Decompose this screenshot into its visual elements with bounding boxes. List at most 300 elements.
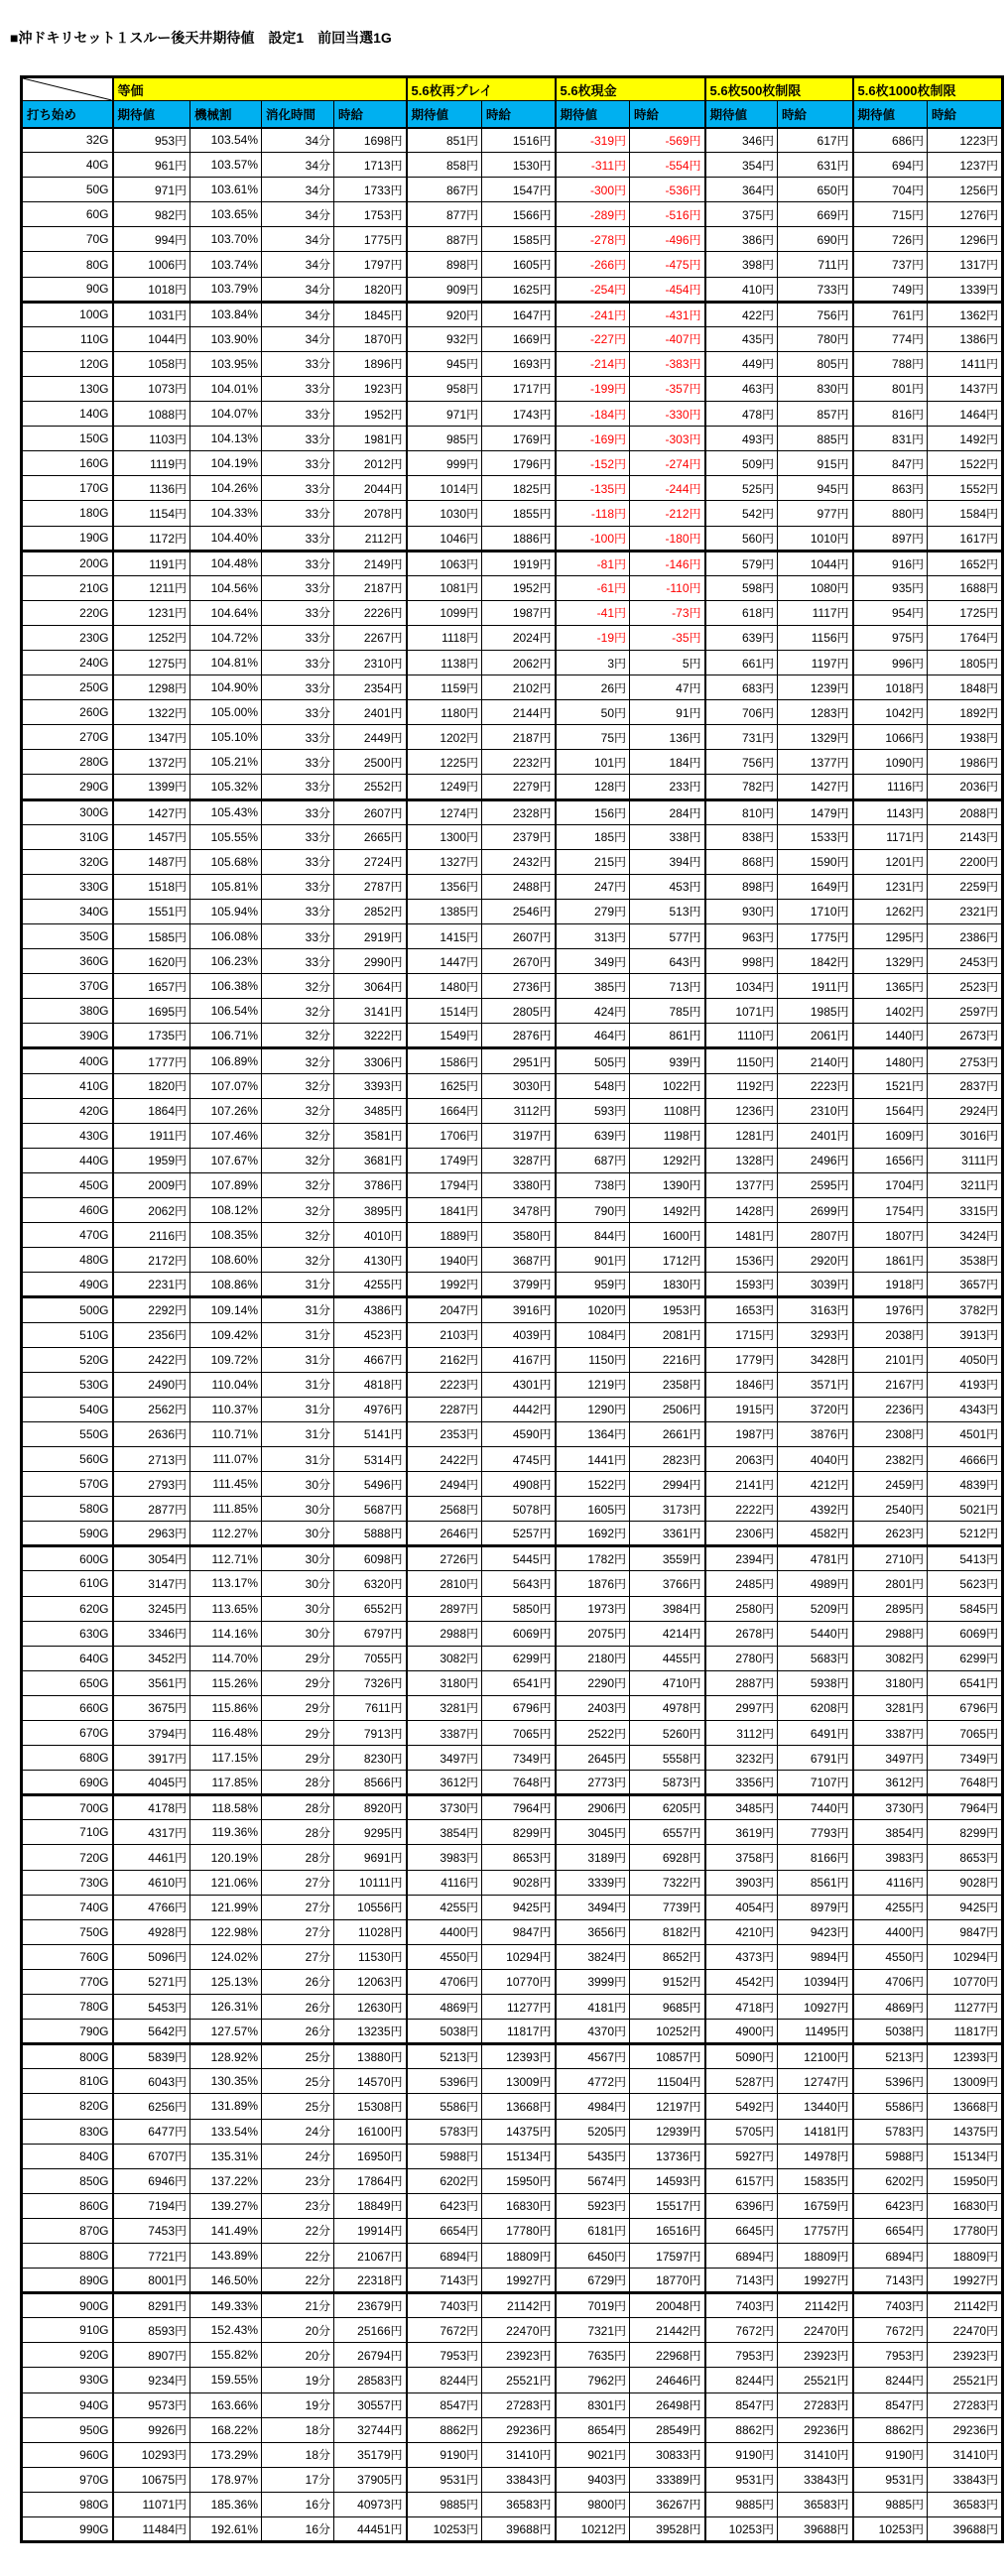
value-cell: 28分 (262, 1845, 334, 1870)
value-cell: 2807円 (778, 1223, 853, 1248)
value-cell: 2062円 (482, 650, 556, 675)
column-header-kikaiwari: 機械割 (190, 101, 262, 128)
value-cell: 2101円 (853, 1347, 928, 1372)
value-cell: 2259円 (928, 874, 1003, 899)
value-cell: 2496円 (778, 1148, 853, 1172)
value-cell: 3141円 (334, 999, 407, 1024)
g-cell: 670G (22, 1721, 113, 1746)
value-cell: 16分 (262, 2517, 334, 2542)
table-row (22, 625, 1003, 650)
value-cell: 868円 (705, 849, 778, 874)
value-cell: 10857円 (630, 2044, 705, 2069)
value-cell: 6157円 (705, 2168, 778, 2193)
value-cell: 2279円 (482, 775, 556, 799)
value-cell: 858円 (407, 153, 482, 178)
value-cell: 21分 (262, 2293, 334, 2318)
value-cell: 16100円 (334, 2119, 407, 2144)
value-cell: 16759円 (778, 2193, 853, 2218)
value-cell: 9190円 (705, 2442, 778, 2467)
value-cell: 6557円 (630, 1820, 705, 1845)
value-cell: 3559円 (630, 1546, 705, 1571)
value-cell: 8230円 (334, 1746, 407, 1771)
value-cell: -357円 (630, 376, 705, 401)
value-cell: 2988円 (407, 1621, 482, 1646)
value-cell: 3082円 (853, 1646, 928, 1670)
value-cell: 1600円 (630, 1223, 705, 1248)
value-cell: 2009円 (113, 1172, 190, 1197)
value-cell: 31分 (262, 1421, 334, 1446)
value-cell: 1919円 (482, 551, 556, 575)
value-cell: 5783円 (853, 2119, 928, 2144)
value-cell: 9152円 (630, 1969, 705, 1994)
value-cell: 780円 (778, 326, 853, 351)
value-cell: 1521円 (853, 1073, 928, 1098)
value-cell: 6208円 (778, 1695, 853, 1720)
value-cell: 7321円 (556, 2318, 630, 2343)
value-cell: 11504円 (630, 2069, 705, 2094)
value-cell: 5683円 (778, 1646, 853, 1670)
value-cell: 17864円 (334, 2168, 407, 2193)
table-row (22, 949, 1003, 974)
table-row (22, 924, 1003, 949)
value-cell: 2920円 (778, 1248, 853, 1273)
value-cell: 2453円 (928, 949, 1003, 974)
value-cell: 29分 (262, 1646, 334, 1670)
value-cell: 1298円 (113, 675, 190, 700)
value-cell: 801円 (853, 376, 928, 401)
value-cell: 173.29% (190, 2442, 262, 2467)
value-cell: 136円 (630, 725, 705, 750)
value-cell: 2310円 (778, 1098, 853, 1123)
value-cell: 2787円 (334, 874, 407, 899)
value-cell: 30分 (262, 1497, 334, 1522)
value-cell: 1585円 (482, 227, 556, 252)
g-cell: 980G (22, 2492, 113, 2516)
value-cell: 4523円 (334, 1322, 407, 1347)
value-cell: 29分 (262, 1746, 334, 1771)
value-cell: 32分 (262, 1123, 334, 1148)
g-cell: 570G (22, 1472, 113, 1497)
value-cell: 805円 (778, 351, 853, 376)
value-cell: 4781円 (778, 1546, 853, 1571)
value-cell: 103.84% (190, 302, 262, 326)
value-cell: 9295円 (334, 1820, 407, 1845)
value-cell: 464円 (556, 1024, 630, 1048)
value-cell: 953円 (113, 128, 190, 153)
value-cell: 6202円 (407, 2168, 482, 2193)
value-cell: 3039円 (778, 1273, 853, 1297)
value-cell: 1653円 (705, 1297, 778, 1322)
value-cell: 5927円 (705, 2144, 778, 2168)
value-cell: 2852円 (334, 899, 407, 923)
value-cell: 7403円 (407, 2293, 482, 2318)
value-cell: 1487円 (113, 849, 190, 874)
value-cell: 11071円 (113, 2492, 190, 2516)
value-cell: 5213円 (853, 2044, 928, 2069)
value-cell: 7143円 (407, 2269, 482, 2293)
value-cell: 2382円 (853, 1446, 928, 1471)
value-cell: 3452円 (113, 1646, 190, 1670)
value-cell: 8001円 (113, 2269, 190, 2293)
value-cell: 184円 (630, 750, 705, 775)
table-row (22, 1372, 1003, 1397)
value-cell: 410円 (705, 277, 778, 302)
value-cell: 9847円 (482, 1919, 556, 1944)
value-cell: 24646円 (630, 2368, 705, 2392)
group-header-1000limit: 5.6枚1000枚制限 (853, 77, 1003, 101)
value-cell: 885円 (778, 427, 853, 451)
value-cell: 2310円 (334, 650, 407, 675)
value-cell: 1918円 (853, 1273, 928, 1297)
value-cell: 2354円 (334, 675, 407, 700)
value-cell: 5586円 (407, 2094, 482, 2119)
value-cell: 2597円 (928, 999, 1003, 1024)
value-cell: 10770円 (482, 1969, 556, 1994)
value-cell: 1088円 (113, 402, 190, 427)
value-cell: 598円 (705, 575, 778, 600)
value-cell: 939円 (630, 1048, 705, 1073)
value-cell: 2607円 (482, 924, 556, 949)
value-cell: 7611円 (334, 1695, 407, 1720)
value-cell: 22318円 (334, 2269, 407, 2293)
value-cell: 9234円 (113, 2368, 190, 2392)
value-cell: 25分 (262, 2044, 334, 2069)
value-cell: 9573円 (113, 2392, 190, 2417)
value-cell: 128円 (556, 775, 630, 799)
value-cell: 33分 (262, 799, 334, 824)
value-cell: 844円 (556, 1223, 630, 1248)
value-cell: 2287円 (407, 1397, 482, 1421)
value-cell: 6477円 (113, 2119, 190, 2144)
value-cell: -184円 (556, 402, 630, 427)
value-cell: 30分 (262, 1596, 334, 1621)
value-cell: 2699円 (778, 1198, 853, 1223)
value-cell: 1296円 (928, 227, 1003, 252)
value-cell: 1081円 (407, 575, 482, 600)
value-cell: 21142円 (482, 2293, 556, 2318)
value-cell: 4839円 (928, 1472, 1003, 1497)
value-cell: 4343円 (928, 1397, 1003, 1421)
value-cell: 2710円 (853, 1546, 928, 1571)
value-cell: 706円 (705, 700, 778, 725)
table-row (22, 2193, 1003, 2218)
value-cell: 17780円 (482, 2218, 556, 2243)
value-cell: 643円 (630, 949, 705, 974)
value-cell: -266円 (556, 252, 630, 277)
g-cell: 140G (22, 402, 113, 427)
value-cell: 2394円 (705, 1546, 778, 1571)
value-cell: 1290円 (556, 1397, 630, 1421)
corner-cell (22, 77, 113, 101)
value-cell: 999円 (407, 451, 482, 476)
value-cell: 3064円 (334, 974, 407, 999)
value-cell: -475円 (630, 252, 705, 277)
value-cell: 2876円 (482, 1024, 556, 1048)
value-cell: 15950円 (482, 2168, 556, 2193)
column-header-row (22, 101, 1003, 128)
value-cell: 1735円 (113, 1024, 190, 1048)
value-cell: 2223円 (407, 1372, 482, 1397)
value-cell: 8862円 (853, 2417, 928, 2442)
value-cell: 27分 (262, 1919, 334, 1944)
value-cell: 33分 (262, 551, 334, 575)
value-cell: 505円 (556, 1048, 630, 1073)
value-cell: 27283円 (482, 2392, 556, 2417)
table-row (22, 2392, 1003, 2417)
value-cell: 2290円 (556, 1670, 630, 1695)
value-cell: 2951円 (482, 1048, 556, 1073)
g-cell: 540G (22, 1397, 113, 1421)
value-cell: 32分 (262, 1248, 334, 1273)
value-cell: 738円 (556, 1172, 630, 1197)
value-cell: 3571円 (778, 1372, 853, 1397)
value-cell: 1841円 (407, 1198, 482, 1223)
value-cell: 830円 (778, 376, 853, 401)
value-cell: 34分 (262, 227, 334, 252)
ev-table (20, 75, 1004, 2543)
value-cell: 1876円 (556, 1571, 630, 1596)
value-cell: 1281円 (705, 1123, 778, 1148)
value-cell: 6654円 (407, 2218, 482, 2243)
value-cell: 233円 (630, 775, 705, 799)
g-cell: 800G (22, 2044, 113, 2069)
value-cell: -274円 (630, 451, 705, 476)
value-cell: 7065円 (482, 1721, 556, 1746)
value-cell: 785円 (630, 999, 705, 1024)
value-cell: 3112円 (482, 1098, 556, 1123)
value-cell: 4212円 (778, 1472, 853, 1497)
g-cell: 610G (22, 1571, 113, 1596)
g-cell: 380G (22, 999, 113, 1024)
value-cell: 47円 (630, 675, 705, 700)
value-cell: 28549円 (630, 2417, 705, 2442)
value-cell: 1861円 (853, 1248, 928, 1273)
table-row (22, 1148, 1003, 1172)
value-cell: 25分 (262, 2069, 334, 2094)
value-cell: 3895円 (334, 1198, 407, 1223)
value-cell: 11530円 (334, 1944, 407, 1969)
value-cell: 33分 (262, 376, 334, 401)
value-cell: 9685円 (630, 1995, 705, 2020)
value-cell: 152.43% (190, 2318, 262, 2343)
value-cell: 7326円 (334, 1670, 407, 1695)
table-row (22, 1870, 1003, 1895)
value-cell: 1117円 (778, 600, 853, 625)
value-cell: 11817円 (928, 2020, 1003, 2044)
value-cell: 3619円 (705, 1820, 778, 1845)
value-cell: 5988円 (853, 2144, 928, 2168)
value-cell: 3387円 (853, 1721, 928, 1746)
value-cell: 1034円 (705, 974, 778, 999)
value-cell: 8566円 (334, 1771, 407, 1795)
value-cell: 715円 (853, 202, 928, 227)
value-cell: 2801円 (853, 1571, 928, 1596)
value-cell: 2580円 (705, 1596, 778, 1621)
value-cell: 28分 (262, 1820, 334, 1845)
value-cell: -169円 (556, 427, 630, 451)
table-row (22, 1248, 1003, 1273)
g-cell: 830G (22, 2119, 113, 2144)
value-cell: 30分 (262, 1522, 334, 1546)
g-cell: 190G (22, 526, 113, 551)
value-cell: 1180円 (407, 700, 482, 725)
value-cell: 1855円 (482, 501, 556, 526)
value-cell: 7953円 (407, 2343, 482, 2368)
value-cell: 29分 (262, 1721, 334, 1746)
value-cell: 3485円 (334, 1098, 407, 1123)
value-cell: 110.37% (190, 1397, 262, 1421)
column-header-kitaichi-2: 期待値 (407, 101, 482, 128)
g-cell: 820G (22, 2094, 113, 2119)
value-cell: 3197円 (482, 1123, 556, 1148)
value-cell: 1617円 (928, 526, 1003, 551)
value-cell: 2568円 (407, 1497, 482, 1522)
value-cell: 23923円 (778, 2343, 853, 2368)
value-cell: 36583円 (928, 2492, 1003, 2516)
value-cell: 2793円 (113, 1472, 190, 1497)
value-cell: 1402円 (853, 999, 928, 1024)
value-cell: 2061円 (778, 1024, 853, 1048)
value-cell: 17597円 (630, 2243, 705, 2268)
value-cell: 105.94% (190, 899, 262, 923)
value-cell: 1830円 (630, 1273, 705, 1297)
value-cell: 6256円 (113, 2094, 190, 2119)
value-cell: 4706円 (407, 1969, 482, 1994)
value-cell: 103.70% (190, 227, 262, 252)
table-row (22, 2044, 1003, 2069)
value-cell: 32分 (262, 1198, 334, 1223)
value-cell: 32分 (262, 1024, 334, 1048)
table-row (22, 1024, 1003, 1048)
value-cell: 3999円 (556, 1969, 630, 1994)
value-cell: 4610円 (113, 1870, 190, 1895)
value-cell: 7913円 (334, 1721, 407, 1746)
value-cell: 2736円 (482, 974, 556, 999)
table-row (22, 227, 1003, 252)
value-cell: 36583円 (778, 2492, 853, 2516)
value-cell: 111.07% (190, 1446, 262, 1471)
table-row (22, 2269, 1003, 2293)
table-row (22, 2343, 1003, 2368)
value-cell: 593円 (556, 1098, 630, 1123)
value-cell: 1807円 (853, 1223, 928, 1248)
value-cell: 1846円 (705, 1372, 778, 1397)
g-cell: 580G (22, 1497, 113, 1522)
value-cell: 1295円 (853, 924, 928, 949)
table-row (22, 600, 1003, 625)
value-cell: 1347円 (113, 725, 190, 750)
value-cell: 9691円 (334, 1845, 407, 1870)
value-cell: 4718円 (705, 1995, 778, 2020)
value-cell: 14593円 (630, 2168, 705, 2193)
value-cell: 1198円 (630, 1123, 705, 1148)
value-cell: 1249円 (407, 775, 482, 799)
value-cell: 5623円 (928, 1571, 1003, 1596)
value-cell: 105.10% (190, 725, 262, 750)
value-cell: 4542円 (705, 1969, 778, 1994)
value-cell: 639円 (705, 625, 778, 650)
value-cell: 4869円 (853, 1995, 928, 2020)
value-cell: 1976円 (853, 1297, 928, 1322)
value-cell: 1080円 (778, 575, 853, 600)
value-cell: 1794円 (407, 1172, 482, 1197)
value-cell: 4582円 (778, 1522, 853, 1546)
table-row (22, 1198, 1003, 1223)
value-cell: 9190円 (407, 2442, 482, 2467)
value-cell: 15835円 (778, 2168, 853, 2193)
value-cell: 7635円 (556, 2343, 630, 2368)
value-cell: 1911円 (113, 1123, 190, 1148)
value-cell: 4255円 (334, 1273, 407, 1297)
value-cell: 1479円 (778, 799, 853, 824)
table-row (22, 2119, 1003, 2144)
value-cell: 32744円 (334, 2417, 407, 2442)
value-cell: 1845円 (334, 302, 407, 326)
value-cell: 12393円 (482, 2044, 556, 2069)
value-cell: 1119円 (113, 451, 190, 476)
g-cell: 460G (22, 1198, 113, 1223)
g-cell: 480G (22, 1248, 113, 1273)
value-cell: 509円 (705, 451, 778, 476)
value-cell: 478円 (705, 402, 778, 427)
table-row (22, 1472, 1003, 1497)
value-cell: 5845円 (928, 1596, 1003, 1621)
value-cell: 27283円 (928, 2392, 1003, 2417)
g-cell: 960G (22, 2442, 113, 2467)
value-cell: 1211円 (113, 575, 190, 600)
value-cell: 32分 (262, 1223, 334, 1248)
value-cell: 33分 (262, 775, 334, 799)
value-cell: -212円 (630, 501, 705, 526)
value-cell: 3245円 (113, 1596, 190, 1621)
g-cell: 910G (22, 2318, 113, 2343)
value-cell: 3983円 (853, 1845, 928, 1870)
value-cell: 5435円 (556, 2144, 630, 2168)
value-cell: 2112円 (334, 526, 407, 551)
g-cell: 690G (22, 1771, 113, 1795)
value-cell: 1090円 (853, 750, 928, 775)
value-cell: 5496円 (334, 1472, 407, 1497)
value-cell: 192.61% (190, 2517, 262, 2542)
value-cell: 112.27% (190, 1522, 262, 1546)
value-cell: 2353円 (407, 1421, 482, 1446)
value-cell: 6541円 (928, 1670, 1003, 1695)
value-cell: 108.86% (190, 1273, 262, 1297)
value-cell: 4989円 (778, 1571, 853, 1596)
value-cell: 10927円 (778, 1995, 853, 2020)
value-cell: 1733円 (334, 178, 407, 202)
value-cell: 1063円 (407, 551, 482, 575)
value-cell: 33分 (262, 725, 334, 750)
value-cell: 4818円 (334, 1372, 407, 1397)
value-cell: 1896円 (334, 351, 407, 376)
value-cell: 10111円 (334, 1870, 407, 1895)
value-cell: 4666円 (928, 1446, 1003, 1471)
value-cell: 5096円 (113, 1944, 190, 1969)
value-cell: 2216円 (630, 1347, 705, 1372)
value-cell: 25521円 (482, 2368, 556, 2392)
value-cell: 686円 (853, 128, 928, 153)
value-cell: 1116円 (853, 775, 928, 799)
value-cell: 1825円 (482, 476, 556, 501)
value-cell: 22968円 (630, 2343, 705, 2368)
value-cell: 33843円 (778, 2467, 853, 2492)
value-cell: 21442円 (630, 2318, 705, 2343)
value-cell: 33分 (262, 700, 334, 725)
value-cell: 1775円 (334, 227, 407, 252)
value-cell: 1992円 (407, 1273, 482, 1297)
value-cell: 8244円 (407, 2368, 482, 2392)
